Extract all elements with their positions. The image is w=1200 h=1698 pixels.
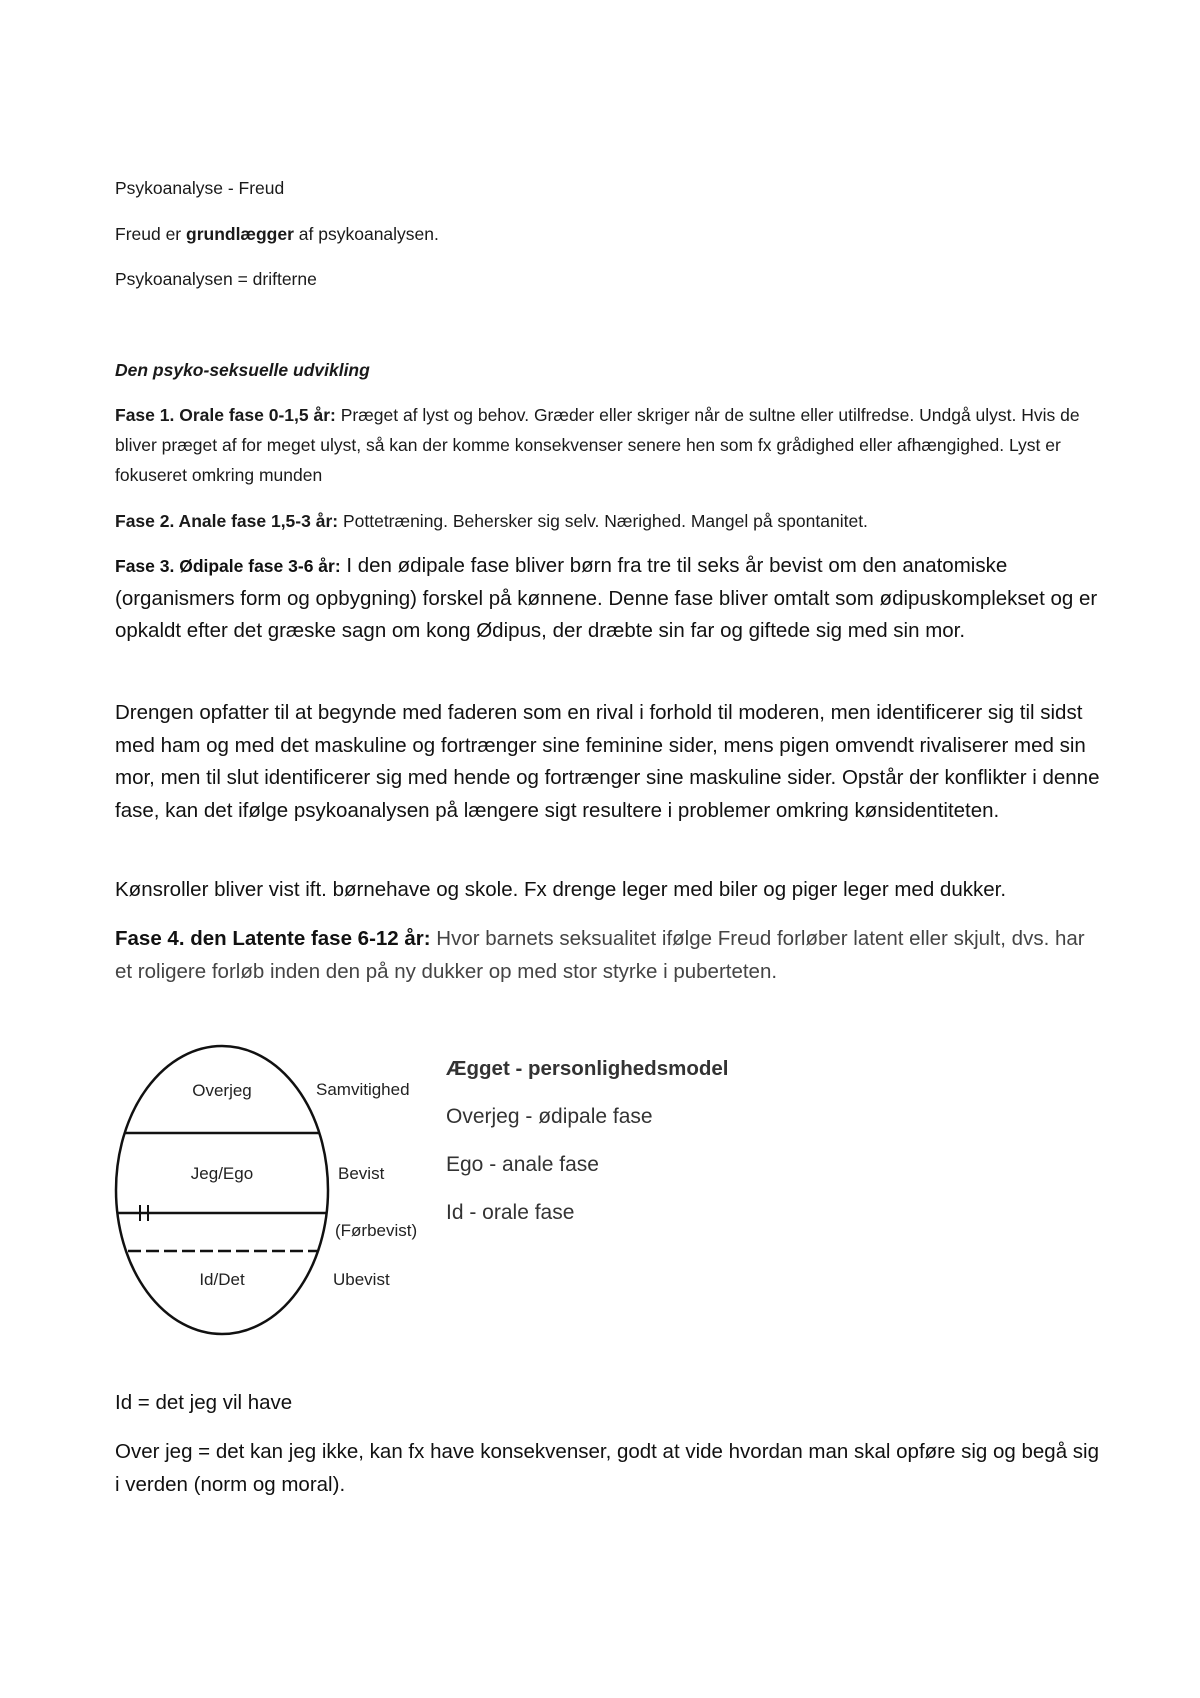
legend-title: Ægget - personlighedsmodel — [446, 1057, 729, 1080]
phase1-text: Præget af lyst og behov. Græder eller skriger når de sultne eller utilfredse. Undgå ulyst. Hvis de bliver præget af for meget ulyst, så kan der komme konsekvenser senere hen som fx grådighed eller afhængighed. Lyst er fokuseret omkring munden — [115, 405, 1080, 485]
egg-diagram-svg — [110, 1040, 440, 1340]
label-overjeg: Overjeg — [192, 1081, 252, 1100]
egg-legend — [446, 1045, 846, 1237]
phase4-paragraph — [115, 923, 1100, 988]
label-samvitighed: Samvitighed — [316, 1080, 410, 1099]
intro-text-pre: Freud er — [115, 224, 186, 244]
intro-text-bold: grundlægger — [186, 224, 294, 244]
intro-text-post: af psykoanalysen. — [293, 224, 439, 244]
egg-personality-diagram — [110, 1040, 440, 1340]
phase2-text: Pottetræning. Behersker sig selv. Nærighed. Mangel på spontanitet. — [338, 511, 868, 531]
paragraph-gender-roles: Kønsroller bliver vist ift. børnehave og skole. Fx drenge leger med biler og piger leger med dukker. — [115, 878, 1007, 901]
phase3-text: I den ødipale fase bliver børn fra tre til seks år bevist om den anatomiske (organismers form og opbygning) forskel på kønnene. Denne fase bliver omtalt som ødipuskomplekset og er opkaldt efter det græske sagn om kong Ødipus, der dræbte sin far og giftede sig med sin mor. — [115, 554, 1098, 642]
superego-definition: Over jeg = det kan jeg ikke, kan fx have konsekvenser, godt at vide hvordan man skal opføre sig og begå sig i verden (norm og moral). — [115, 1440, 1099, 1496]
label-jeg-ego: Jeg/Ego — [190, 1164, 254, 1183]
drives-line: Psykoanalysen = drifterne — [115, 269, 317, 289]
phase2-label: Fase 2. Anale fase 1,5-3 år: — [115, 511, 339, 531]
phase4-text: Hvor barnets seksualitet ifølge Freud forløber latent eller skjult, dvs. har et roligere forløb inden den på ny dukker op med stor styrke i puberteten. — [115, 927, 1085, 983]
label-id-det: Id/Det — [199, 1270, 245, 1289]
document-title: Psykoanalyse - Freud — [115, 178, 285, 198]
phase3-paragraph — [115, 550, 1100, 648]
legend-item-id: Id - orale fase — [446, 1201, 575, 1224]
intro-line — [115, 219, 439, 249]
legend-item-overjeg: Overjeg - ødipale fase — [446, 1105, 653, 1128]
label-ubevist: Ubevist — [333, 1270, 390, 1289]
id-definition: Id = det jeg vil have — [115, 1391, 293, 1414]
phase3-label: Fase 3. Ødipale fase 3-6 år: — [115, 556, 341, 576]
section-heading: Den psyko-seksuelle udvikling — [115, 360, 370, 380]
legend-item-ego: Ego - anale fase — [446, 1153, 599, 1176]
phase1-paragraph — [115, 400, 1090, 490]
label-bevist: Bevist — [338, 1164, 385, 1183]
paragraph-boy-girl: Drengen opfatter til at begynde med faderen som en rival i forhold til moderen, men identificerer sig til sidst med ham og med det maskuline og fortrænger sine feminine sider, mens pigen omvendt rivaliserer med sin mor, men til slut identificerer sig med hende og fortrænger sine maskuline sider. Opstår der konflikter i denne fase, kan det ifølge psykoanalysen på længere sigt resultere i problemer omkring kønsidentiteten. — [115, 701, 1100, 822]
phase2-paragraph — [115, 506, 868, 536]
label-forbevist: (Førbevist) — [335, 1221, 418, 1240]
phase1-label: Fase 1. Orale fase 0-1,5 år: — [115, 405, 336, 425]
phase4-label: Fase 4. den Latente fase 6-12 år: — [115, 927, 431, 950]
